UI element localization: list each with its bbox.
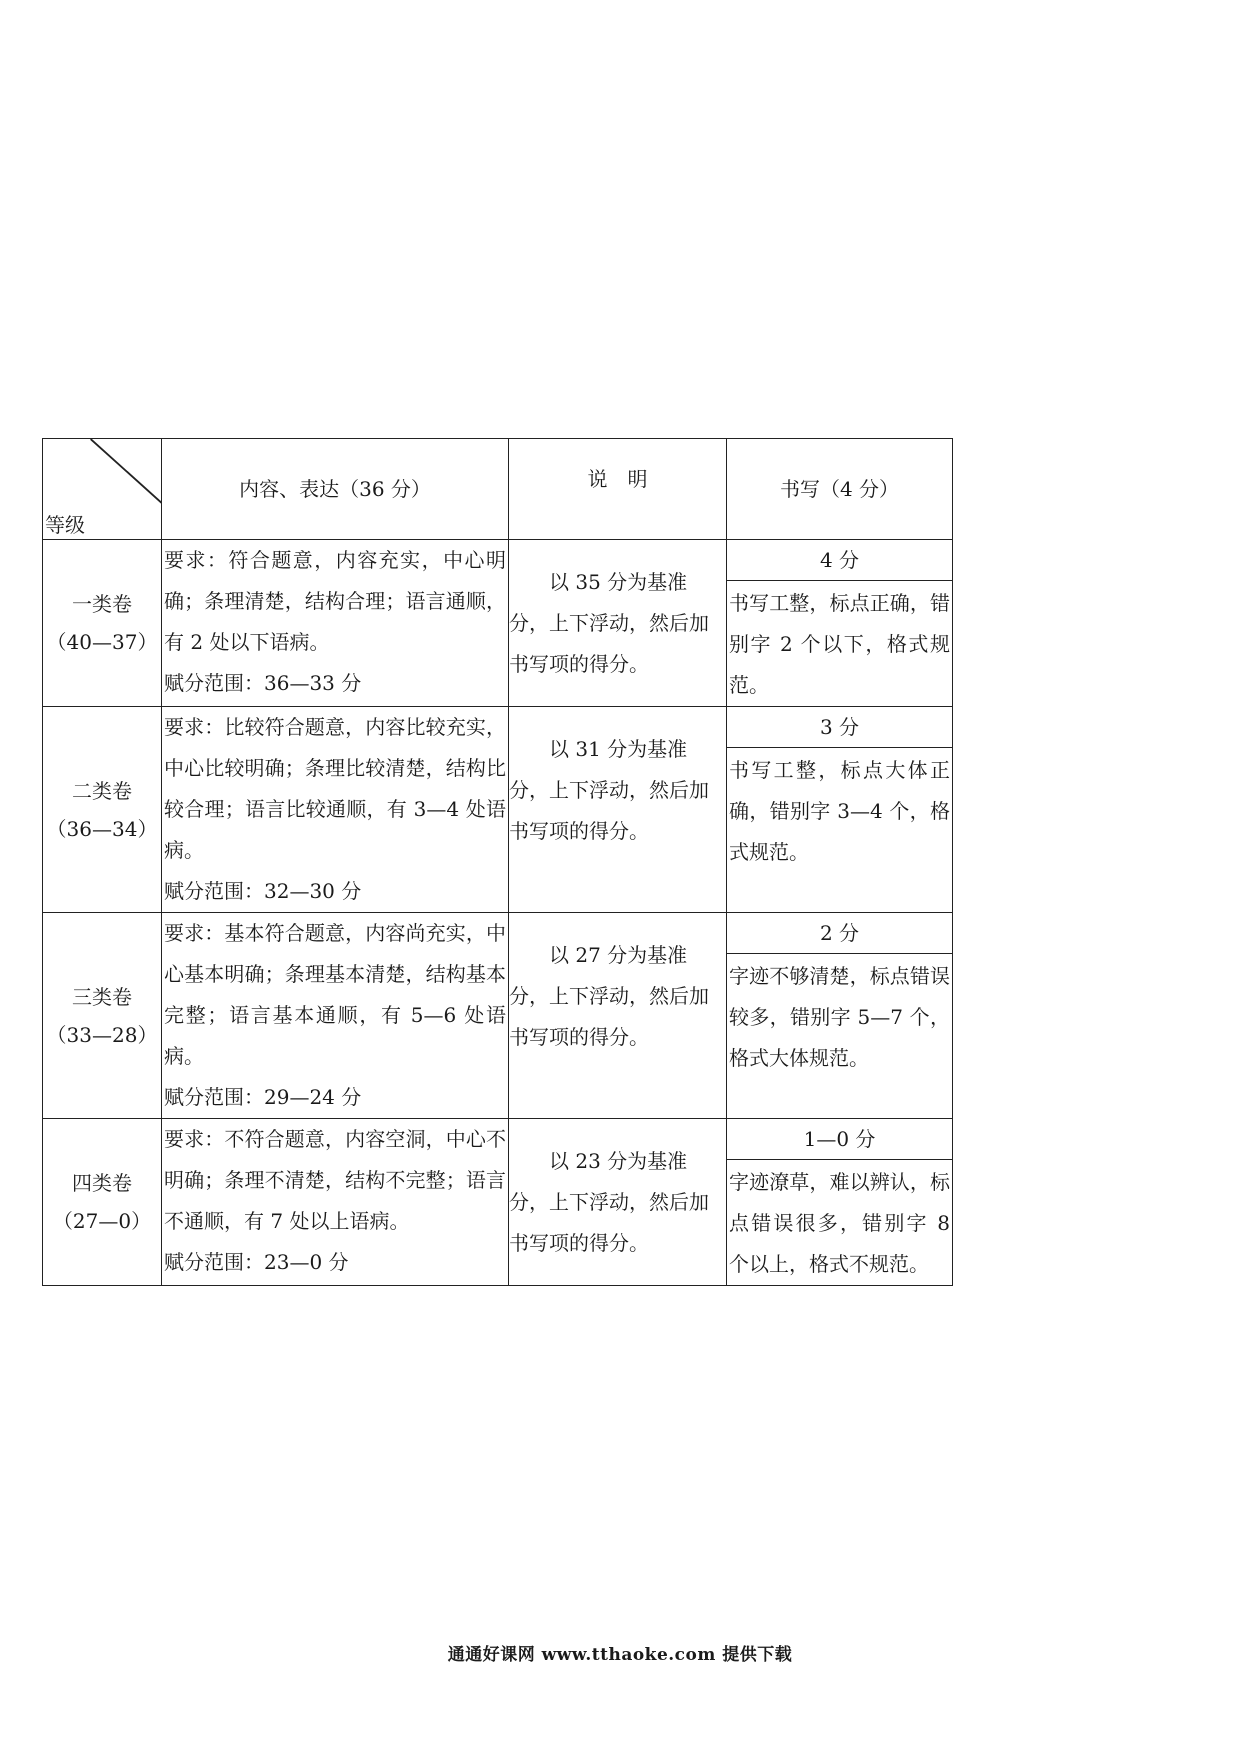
grade-name: 三类卷 xyxy=(72,984,132,1009)
writing-desc: 书写工整，标点正确，错别字 2 个以下，格式规范。 xyxy=(729,591,950,697)
note-text: 以 35 分为基准分，上下浮动，然后加书写项的得分。 xyxy=(509,570,709,676)
note-cell xyxy=(509,540,727,707)
writing-cell xyxy=(727,707,953,913)
requirement-text: 要求：符合题意，内容充实，中心明确；条理清楚，结构合理；语言通顺，有 2 处以下语病。 xyxy=(164,548,506,654)
grade-name: 四类卷 xyxy=(72,1171,132,1195)
writing-desc: 字迹潦草，难以辨认，标点错误很多，错别字 8 个以上，格式不规范。 xyxy=(729,1170,950,1276)
writing-score: 1—0 分 xyxy=(727,1119,952,1160)
writing-desc: 字迹不够清楚，标点错误较多，错别字 5—7 个，格式大体规范。 xyxy=(729,964,950,1070)
score-range-text: 赋分范围：29—24 分 xyxy=(164,1085,362,1109)
header-row xyxy=(43,439,953,540)
note-header: 说 明 xyxy=(509,439,727,540)
score-range-text: 赋分范围：23—0 分 xyxy=(164,1250,349,1274)
content-cell xyxy=(162,707,509,913)
note-text: 以 27 分为基准分，上下浮动，然后加书写项的得分。 xyxy=(509,943,709,1049)
note-cell xyxy=(509,1119,727,1286)
score-range-text: 赋分范围：36—33 分 xyxy=(164,671,362,695)
requirement-text: 要求：比较符合题意，内容比较充实，中心比较明确；条理比较清楚，结构比较合理；语言比较通顺，有 3—4 处语病。 xyxy=(164,715,506,862)
note-text: 以 23 分为基准分，上下浮动，然后加书写项的得分。 xyxy=(509,1149,709,1255)
corner-header-cell xyxy=(43,439,162,540)
note-cell xyxy=(509,707,727,913)
note-text: 以 31 分为基准分，上下浮动，然后加书写项的得分。 xyxy=(509,737,709,843)
writing-score: 2 分 xyxy=(727,913,952,954)
footer-credit: 通通好课网 www.tthaoke.com 提供下载 xyxy=(447,1645,793,1665)
score-range-text: 赋分范围：32—30 分 xyxy=(164,879,362,903)
content-cell xyxy=(162,913,509,1119)
grade-range: （33—28） xyxy=(46,1022,158,1047)
grade-range: （36—34） xyxy=(46,816,158,841)
table-row xyxy=(43,707,953,913)
table-row xyxy=(43,1119,953,1286)
requirement-text: 要求：不符合题意，内容空洞，中心不明确；条理不清楚，结构不完整；语言不通顺，有 7 处以上语病。 xyxy=(164,1127,506,1233)
writing-desc: 书写工整，标点大体正确，错别字 3—4 个，格式规范。 xyxy=(729,758,950,864)
grade-cell xyxy=(43,1119,162,1286)
grade-range: （27—0） xyxy=(52,1209,152,1233)
grade-header-label: 等级 xyxy=(45,513,85,537)
table-row xyxy=(43,913,953,1119)
writing-cell xyxy=(727,913,953,1119)
writing-cell xyxy=(727,540,953,707)
grade-name: 二类卷 xyxy=(72,778,132,803)
content-header: 内容、表达（36 分） xyxy=(162,439,509,540)
requirement-text: 要求：基本符合题意，内容尚充实，中心基本明确；条理基本清楚，结构基本完整；语言基本通顺，有 5—6 处语病。 xyxy=(164,921,506,1068)
writing-score: 4 分 xyxy=(727,540,952,581)
content-cell xyxy=(162,540,509,707)
note-cell xyxy=(509,913,727,1119)
writing-header: 书写（4 分） xyxy=(727,439,953,540)
table-row xyxy=(43,540,953,707)
writing-cell xyxy=(727,1119,953,1286)
content-cell xyxy=(162,1119,509,1286)
grade-cell xyxy=(43,707,162,913)
grade-cell xyxy=(43,540,162,707)
grade-range: （40—37） xyxy=(46,630,158,654)
grade-name: 一类卷 xyxy=(72,592,132,616)
grading-table xyxy=(42,438,953,1286)
writing-score: 3 分 xyxy=(727,707,952,748)
grade-cell xyxy=(43,913,162,1119)
